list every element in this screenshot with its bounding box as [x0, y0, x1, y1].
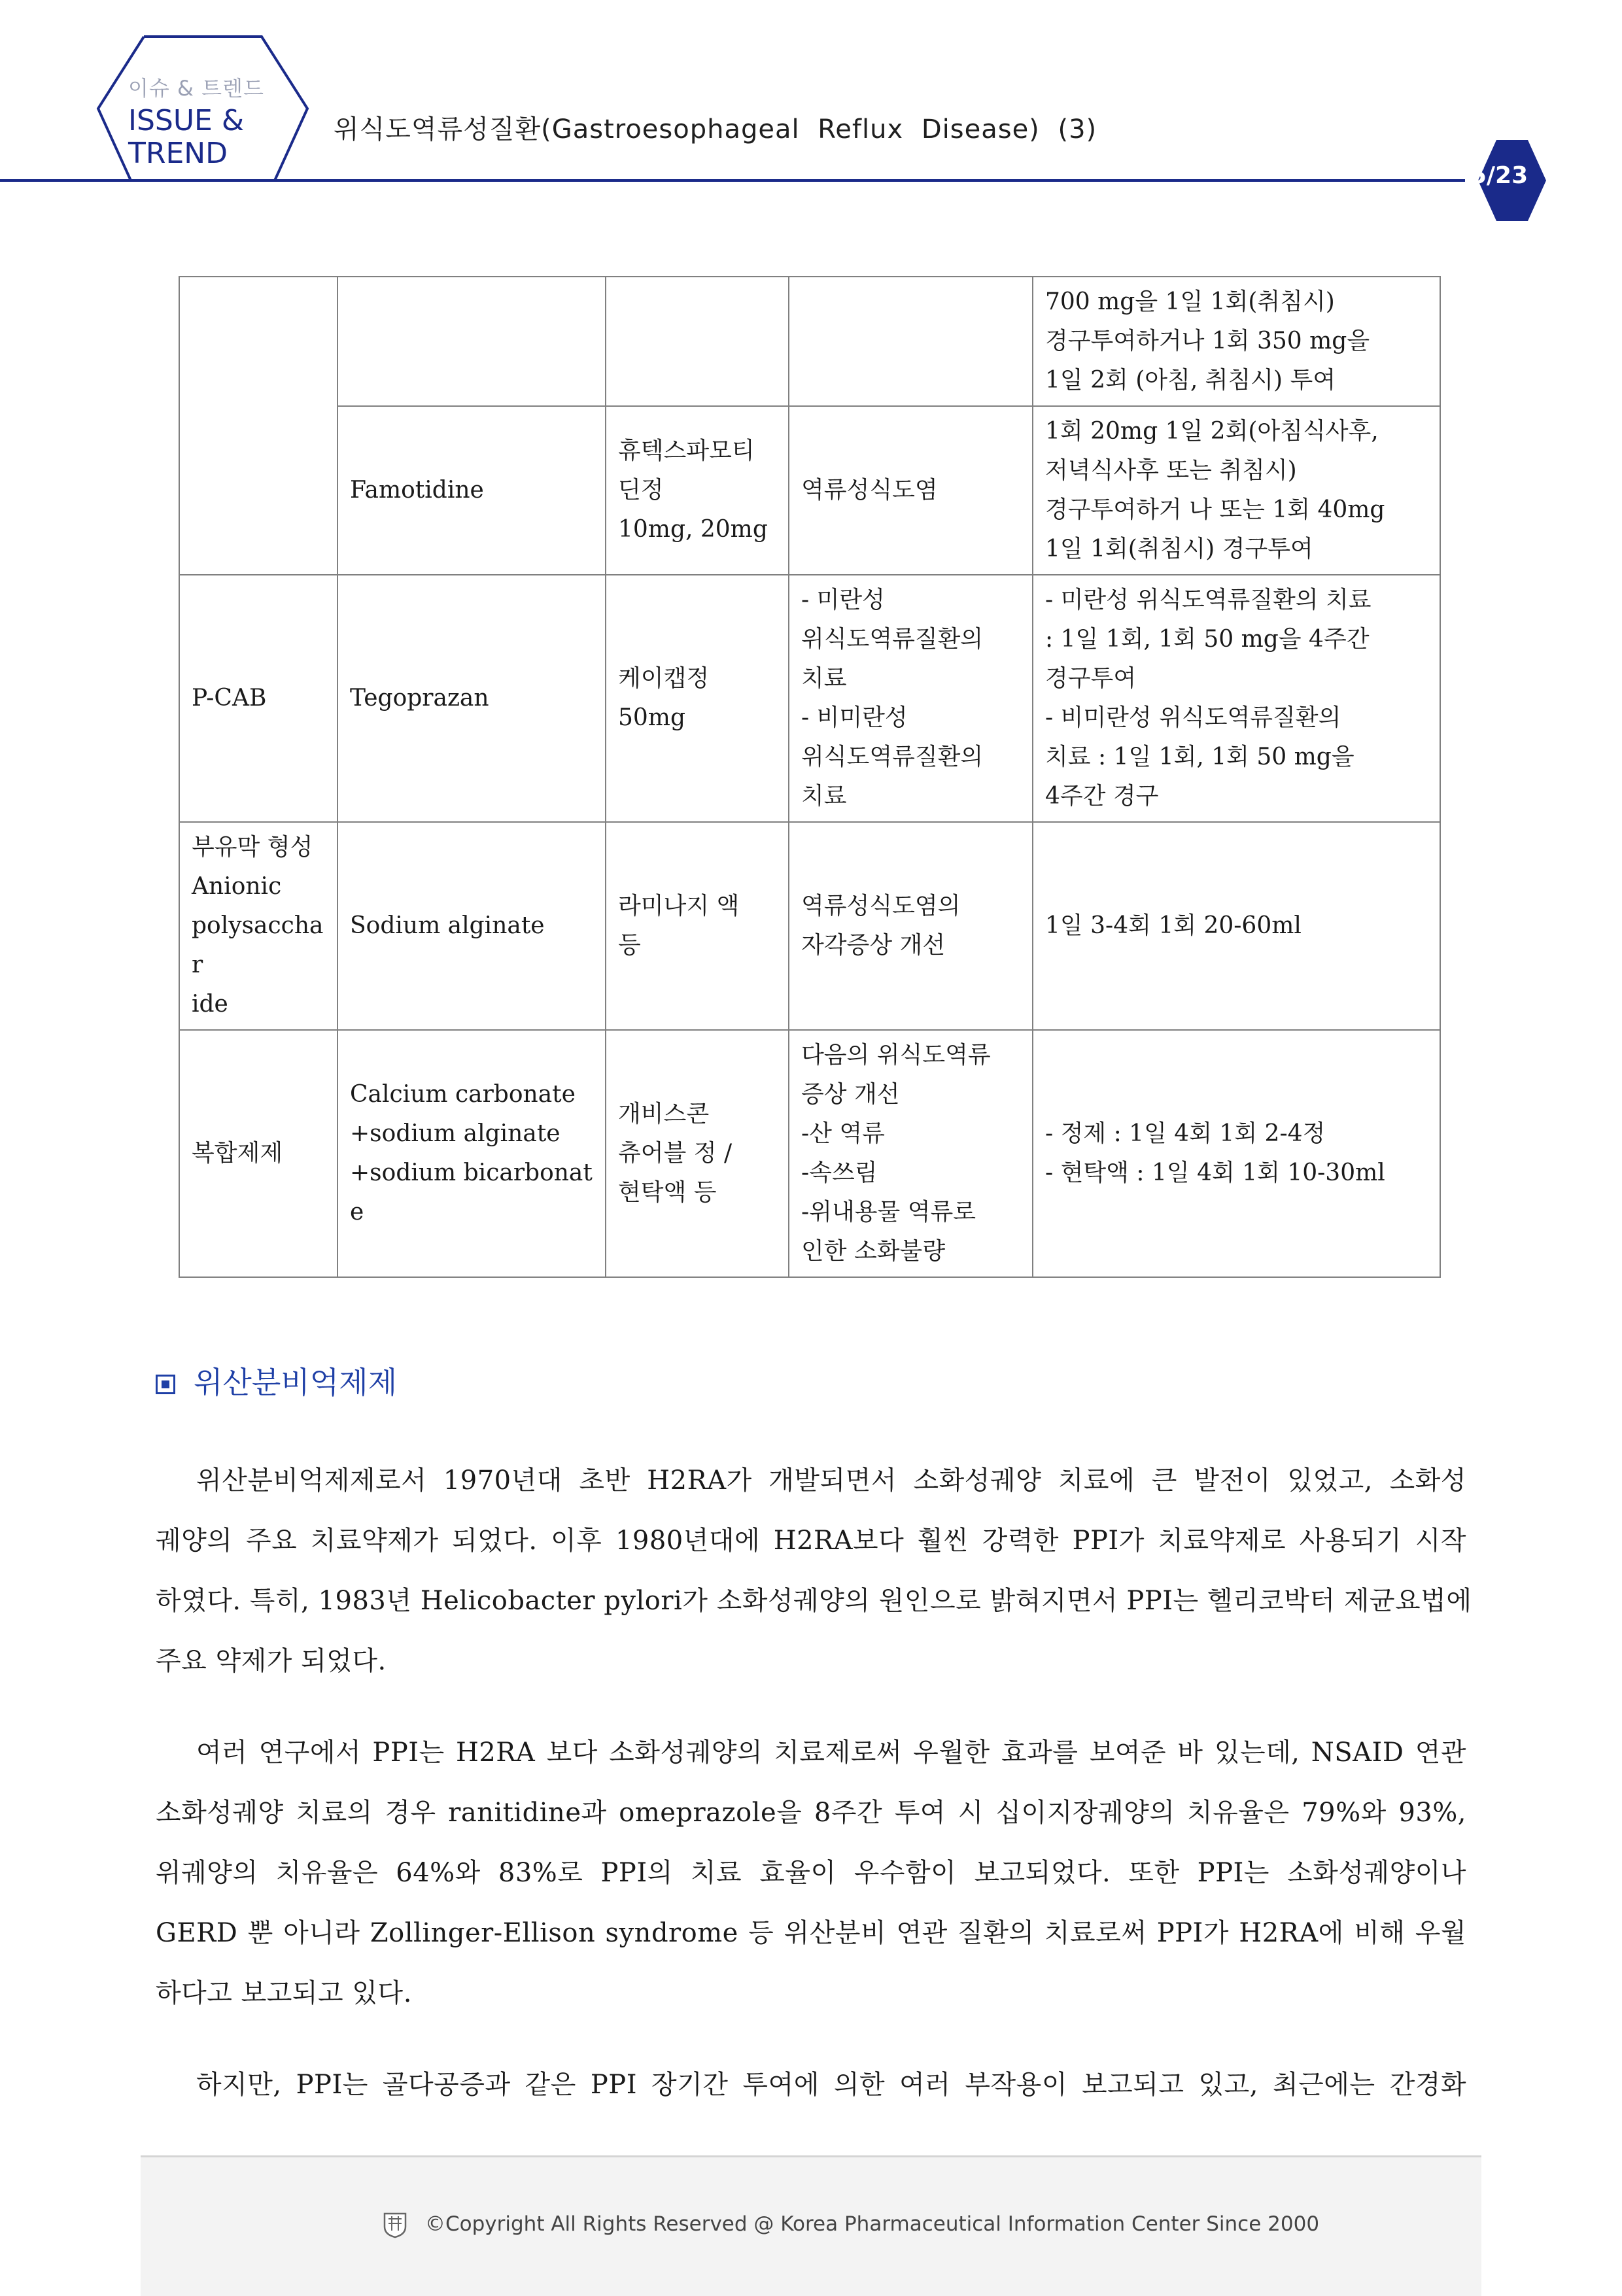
cell-line: - 미란성 위식도역류질환의 치료 [1045, 587, 1372, 613]
cell-line: 10mg, 20mg [618, 516, 768, 543]
paragraph-line: 위산분비억제제로서 1970년대 초반 H2RA가 개발되면서 소화성궤양 치료에 큰 발전이 있었고, 소화성 [196, 1465, 1466, 1496]
table-cell [606, 277, 789, 406]
paragraph-line: GERD 뿐 아니라 Zollinger-Ellison syndrome 등 위산분비 연관 질환의 치료로써 PPI가 H2RA에 비해 우월 [156, 1918, 1466, 1948]
cell-line: -산 역류 [801, 1120, 885, 1147]
badge-korean-label: 이슈 & 트렌드 [128, 76, 264, 101]
section-title-text: 위산분비억제제 [194, 1365, 398, 1400]
cell-line: 1회 20mg 1일 2회(아침식사후, [1045, 418, 1379, 445]
cell-line: 역류성식도염의 [801, 893, 961, 919]
copyright-text: ©Copyright All Rights Reserved @ Korea Pharmaceutical Information Center Since 2000 [425, 2212, 1320, 2236]
badge-line: ISSUE & [128, 104, 245, 137]
paragraph-line: 하지만, PPI는 골다공증과 같은 PPI 장기간 투여에 의한 여러 부작용이 보고되고 있고, 최근에는 간경화 [196, 2070, 1466, 2100]
body-paragraph [156, 2055, 1466, 2115]
cell-line: polysacchar [192, 912, 324, 978]
cell-line: 츄어블 정 / [618, 1140, 733, 1167]
body-paragraph [156, 1450, 1472, 1691]
cell-line: 저녁식사후 또는 취침시) [1045, 457, 1297, 484]
cell-line: - 비미란성 위식도역류질환의 [1045, 704, 1341, 731]
table-cell [789, 822, 1033, 1030]
table-cell [1033, 406, 1440, 575]
table-cell [1033, 277, 1440, 406]
table-cell [179, 575, 337, 822]
cell-line: 1일 1회(취침시) 경구투여 [1045, 536, 1313, 562]
cell-line: 현탁액 등 [618, 1179, 717, 1206]
cell-line: - 정제 : 1일 4회 1회 2-4정 [1045, 1120, 1326, 1147]
paragraph-line: 주요 약제가 되었다. [156, 1646, 387, 1676]
cell-line: 위식도역류질환의 [801, 626, 984, 653]
page-header [0, 0, 1622, 235]
paragraph-line: 소화성궤양 치료의 경우 ranitidine과 omeprazole을 8주간 투여 시 십이지장궤양의 치유율은 79%와 93%, [156, 1798, 1466, 1828]
table-cell [337, 277, 606, 406]
cell-line: P-CAB [192, 685, 267, 711]
table-row [179, 575, 1440, 822]
table-cell [1033, 575, 1440, 822]
cell-line: 부유막 형성 [192, 834, 313, 861]
paragraph-line: 위궤양의 치유율은 64%와 83%로 PPI의 치료 효율이 우수함이 보고되었다. 또한 PPI는 소화성궤양이나 [156, 1858, 1466, 1888]
paragraph-line: 여러 연구에서 PPI는 H2RA 보다 소화성궤양의 치료제로써 우월한 효과를 보여준 바 있는데, NSAID 연관 [196, 1738, 1466, 1768]
table-row [179, 406, 1440, 575]
cell-line: 인한 소화불량 [801, 1238, 946, 1265]
section-heading [156, 1359, 397, 1402]
body-paragraph [156, 1722, 1466, 2023]
cell-line: Famotidine [350, 477, 484, 504]
cell-line: 역류성식도염 [801, 477, 938, 504]
paragraph-line: 하였다. 특히, 1983년 Helicobacter pylori가 소화성궤양의 원인으로 밝혀지면서 PPI는 헬리코박터 제균요법에 [156, 1586, 1472, 1616]
table-cell [179, 277, 337, 575]
cell-line: 치료 [801, 783, 847, 810]
paragraph-line: 궤양의 주요 치료약제가 되었다. 이후 1980년대에 H2RA보다 훨씬 강력한 PPI가 치료약제로 사용되기 시작 [156, 1526, 1466, 1556]
page-number: 5/23 [1470, 162, 1528, 189]
cell-line: 50mg [618, 704, 685, 731]
table-cell [606, 1030, 789, 1277]
table-cell [789, 406, 1033, 575]
cell-line: 라미나지 액 [618, 893, 740, 919]
cell-line: +sodium alginate [350, 1120, 561, 1147]
table-row [179, 277, 1440, 406]
table-cell [789, 575, 1033, 822]
cell-line: 경구투여하거 나 또는 1회 40mg [1045, 496, 1385, 523]
table-cell [606, 575, 789, 822]
badge-line: TREND [128, 137, 228, 170]
cell-line: 4주간 경구 [1045, 783, 1159, 810]
table-cell [337, 822, 606, 1030]
cell-line: 자각증상 개선 [801, 932, 946, 959]
table-cell [179, 1030, 337, 1277]
page-footer [141, 2155, 1481, 2296]
cell-line: Sodium alginate [350, 912, 545, 939]
cell-line: 휴텍스파모티 [618, 437, 755, 464]
badge-title [128, 105, 244, 170]
cell-line: - 비미란성 [801, 704, 908, 731]
table-cell [1033, 1030, 1440, 1277]
table-cell [337, 575, 606, 822]
cell-line: 1일 3-4회 1회 20-60ml [1045, 912, 1302, 939]
cell-line: -위내용물 역류로 [801, 1199, 976, 1225]
cell-line: -속쓰림 [801, 1159, 878, 1186]
table-cell [789, 1030, 1033, 1277]
table-row [179, 1030, 1440, 1277]
cell-line: 증상 개선 [801, 1081, 900, 1108]
table-cell [606, 822, 789, 1030]
square-bullet-icon [156, 1375, 175, 1394]
cell-line: 등 [618, 932, 641, 959]
cell-line: - 미란성 [801, 587, 885, 613]
cell-line: Anionic [192, 873, 282, 900]
cell-line: 치료 [801, 665, 847, 692]
cell-line: - 현탁액 : 1일 4회 1회 10-30ml [1045, 1159, 1385, 1186]
cell-line: 위식도역류질환의 [801, 744, 984, 770]
table-cell [337, 1030, 606, 1277]
drug-table [179, 276, 1441, 1278]
cell-line: ide [192, 991, 228, 1018]
cell-line: Tegoprazan [350, 685, 489, 711]
table-cell [789, 277, 1033, 406]
table-row [179, 822, 1440, 1030]
cell-line: : 1일 1회, 1회 50 mg을 4주간 [1045, 626, 1370, 653]
cell-line: Calcium carbonate [350, 1081, 576, 1108]
cell-line: 경구투여하거나 1회 350 mg을 [1045, 328, 1370, 354]
cell-line: 1일 2회 (아침, 취침시) 투여 [1045, 367, 1336, 394]
cell-line: 개비스콘 [618, 1101, 710, 1127]
cell-line: +sodium bicarbonate [350, 1159, 593, 1225]
kpic-logo-icon [383, 2211, 407, 2238]
cell-line: 경구투여 [1045, 665, 1137, 692]
cell-line: 케이캡정 [618, 665, 710, 692]
table-cell [179, 822, 337, 1030]
cell-line: 치료 : 1일 1회, 1회 50 mg을 [1045, 744, 1355, 770]
document-title: 위식도역류성질환(Gastroesophageal Reflux Disease) (3) [334, 114, 1097, 145]
cell-line: 딘정 [618, 477, 664, 504]
table-cell [1033, 822, 1440, 1030]
table-cell [337, 406, 606, 575]
cell-line: 700 mg을 1일 1회(취침시) [1045, 288, 1335, 315]
table-cell [606, 406, 789, 575]
cell-line: 복합제제 [192, 1140, 283, 1167]
cell-line: 다음의 위식도역류 [801, 1042, 991, 1069]
paragraph-line: 하다고 보고되고 있다. [156, 1978, 412, 2008]
